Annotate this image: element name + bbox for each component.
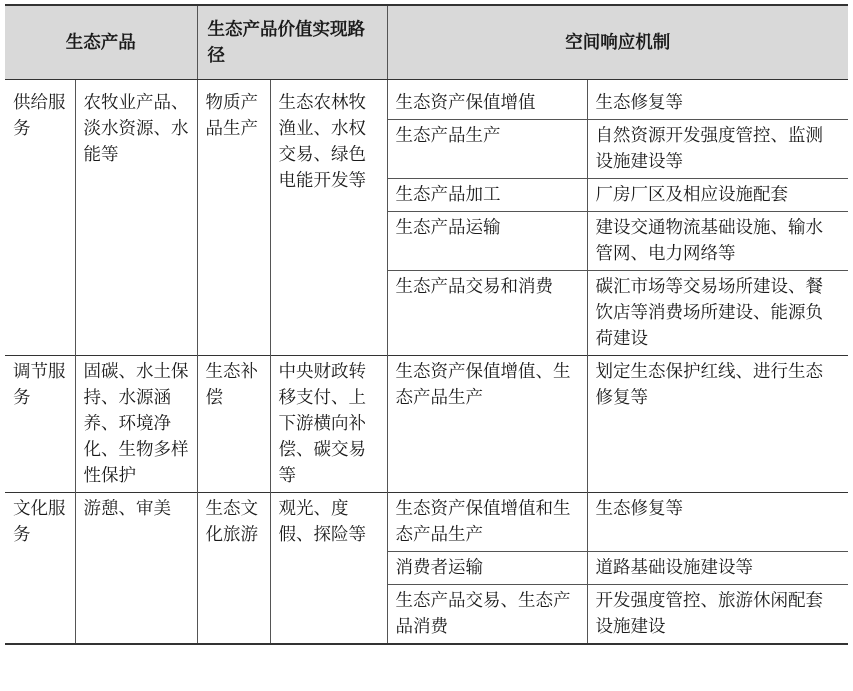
path-type: 物质产品生产: [197, 80, 270, 356]
path-description: 生态农林牧渔业、水权交易、绿色电能开发等: [270, 80, 387, 356]
stage-cell: 生态产品运输: [387, 212, 587, 271]
stage-cell: 消费者运输: [387, 552, 587, 585]
stage-cell: 生态产品交易和消费: [387, 271, 587, 356]
mechanism-cell: 建设交通物流基础设施、输水管网、电力网络等: [587, 212, 848, 271]
stage-cell: 生态资产保值增值和生态产品生产: [387, 493, 587, 552]
product-list: 固碳、水土保持、水源涵养、环境净化、生物多样性保护: [75, 356, 197, 493]
service-type: 调节服务: [13, 362, 66, 408]
service-type: 供给服务: [13, 93, 66, 139]
stage-cell: 生态产品加工: [387, 179, 587, 212]
mechanism-cell: 碳汇市场等交易场所建设、餐饮店等消费场所建设、能源负荷建设: [587, 271, 848, 356]
table-row: [5, 80, 848, 120]
stage-cell: 生态资产保值增值、生态产品生产: [387, 356, 587, 493]
product-list: 游憩、审美: [75, 493, 197, 645]
mechanism-cell: 厂房厂区及相应设施配套: [587, 179, 848, 212]
stage-cell: 生态资产保值增值: [387, 80, 587, 120]
table-row: [5, 356, 848, 493]
header-spatial-mechanism: 空间响应机制: [387, 5, 848, 80]
mechanism-cell: 划定生态保护红线、进行生态修复等: [587, 356, 848, 493]
header-eco-product: 生态产品: [5, 5, 197, 80]
mechanism-cell: 开发强度管控、旅游休闲配套设施建设: [587, 585, 848, 645]
table-row: [5, 493, 848, 552]
header-row: [5, 5, 848, 80]
path-description: 观光、度假、探险等: [270, 493, 387, 645]
mechanism-cell: 生态修复等: [587, 493, 848, 552]
service-type: 文化服务: [13, 499, 66, 545]
path-type: 生态补偿: [197, 356, 270, 493]
mechanism-cell: 道路基础设施建设等: [587, 552, 848, 585]
path-type: 生态文化旅游: [197, 493, 270, 645]
mechanism-cell: 生态修复等: [587, 80, 848, 120]
product-list: 农牧业产品、淡水资源、水能等: [75, 80, 197, 356]
stage-cell: 生态产品生产: [387, 120, 587, 179]
stage-cell: 生态产品交易、生态产品消费: [387, 585, 587, 645]
header-value-path: 生态产品价值实现路径: [197, 5, 387, 80]
eco-product-table: [5, 4, 848, 645]
path-description: 中央财政转移支付、上下游横向补偿、碳交易等: [270, 356, 387, 493]
mechanism-cell: 自然资源开发强度管控、监测设施建设等: [587, 120, 848, 179]
